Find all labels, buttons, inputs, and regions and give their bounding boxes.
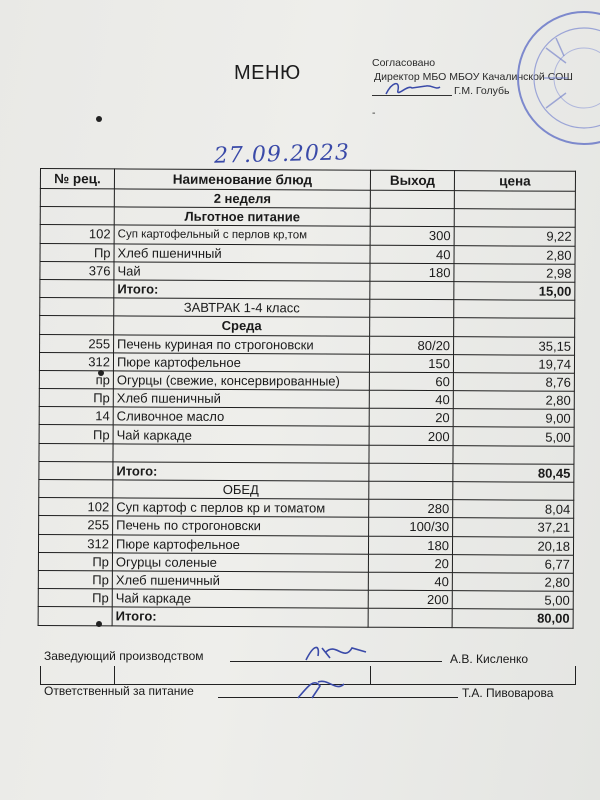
output-cell (369, 481, 453, 500)
handwritten-date: 27.09.2023 (213, 140, 351, 169)
recipe-number-cell: Пр (39, 425, 113, 444)
dish-name-cell: Хлеб пшеничный (113, 389, 369, 409)
price-cell: 5,00 (453, 427, 574, 446)
output-cell: 40 (370, 245, 454, 264)
recipe-number-cell (39, 461, 113, 480)
price-cell: 5,00 (452, 591, 573, 610)
recipe-number-cell (40, 279, 114, 298)
signature-box-divider (114, 666, 115, 684)
output-cell: 100/30 (369, 518, 453, 537)
price-cell (454, 318, 575, 337)
output-cell: 200 (369, 427, 453, 446)
dish-name-cell: Печень по строгоновски (113, 516, 369, 536)
dish-name-cell: Сливочное масло (113, 407, 369, 427)
responsible-label: Ответственный за питание (44, 684, 194, 698)
output-cell (370, 281, 454, 300)
recipe-number-cell (39, 443, 113, 462)
price-cell (454, 209, 575, 228)
output-cell: 150 (369, 354, 453, 373)
recipe-number-cell: 14 (39, 407, 113, 426)
punch-mark (96, 116, 102, 122)
recipe-number-cell: 255 (39, 516, 113, 535)
head-signature-icon (300, 640, 370, 666)
output-cell: 300 (370, 227, 454, 246)
recipe-number-cell (39, 479, 113, 498)
total-price-cell: 80,45 (453, 463, 574, 482)
dish-name-cell: Печень куриная по строгоновски (114, 334, 370, 354)
stamp-icon (506, 8, 600, 148)
output-cell (369, 463, 453, 482)
output-cell: 60 (369, 372, 453, 391)
dish-name-cell: Чай каркаде (113, 425, 369, 445)
output-cell (370, 208, 454, 227)
output-cell (369, 445, 453, 464)
price-cell: 37,21 (453, 518, 574, 537)
approval-director: Директор МБО МБОУ Качалинской СОШ (374, 71, 573, 83)
total-label-cell: Итого: (112, 607, 368, 627)
price-cell: 2,80 (453, 391, 574, 410)
dish-name-cell: Пюре картофельное (112, 534, 368, 554)
output-cell: 200 (368, 590, 452, 609)
approval-agreed: Согласовано (372, 57, 436, 69)
dish-name-cell: Хлеб пшеничный (112, 571, 368, 591)
meal-heading-cell: ЗАВТРАК 1-4 класс (114, 298, 370, 318)
column-header-price: цена (454, 171, 575, 192)
price-cell: 8,04 (453, 500, 574, 519)
price-cell (453, 445, 574, 464)
recipe-number-cell (40, 316, 114, 335)
recipe-number-cell: 255 (40, 334, 114, 353)
section-heading-cell: Среда (114, 316, 370, 336)
dish-name-cell: Суп картоф с перлов кр и томатом (113, 498, 369, 518)
total-price-cell: 15,00 (454, 282, 575, 301)
output-cell (370, 299, 454, 318)
dish-name-cell: Чай (114, 262, 370, 282)
output-cell: 280 (369, 499, 453, 518)
recipe-number-cell: 312 (38, 534, 112, 553)
dish-name-cell: Чай каркаде (112, 589, 368, 609)
output-cell (368, 609, 452, 628)
director-signature-icon (382, 78, 442, 100)
menu-table (38, 168, 576, 628)
dish-name-cell: Огурцы (свежие, консервированные) (113, 371, 369, 391)
output-cell: 40 (369, 390, 453, 409)
recipe-number-cell: Пр (38, 570, 112, 589)
output-cell: 20 (369, 408, 453, 427)
output-cell (370, 190, 454, 209)
recipe-number-cell (40, 189, 114, 208)
recipe-number-cell: Пр (38, 589, 112, 608)
responsible-signature-icon (290, 676, 350, 702)
price-cell: 6,77 (452, 554, 573, 573)
total-price-cell: 80,00 (452, 609, 573, 628)
approval-name: Г.М. Голубь (454, 85, 510, 97)
recipe-number-cell: пр (39, 370, 113, 389)
price-cell (453, 482, 574, 501)
price-cell: 9,00 (453, 409, 574, 428)
output-cell: 80/20 (370, 336, 454, 355)
price-cell: 2,80 (454, 245, 575, 264)
recipe-number-cell: 312 (39, 352, 113, 371)
signature-box-divider (370, 666, 371, 684)
price-cell: 9,22 (454, 227, 575, 246)
section-heading-cell: Льготное питание (114, 207, 370, 227)
output-cell: 180 (368, 536, 452, 555)
recipe-number-cell: Пр (39, 389, 113, 408)
recipe-number-cell: Пр (38, 552, 112, 571)
price-cell: 2,80 (452, 573, 573, 592)
column-header-output: Выход (370, 170, 454, 190)
meal-heading-cell: ОБЕД (113, 480, 369, 500)
price-cell: 19,74 (453, 354, 574, 373)
section-heading-cell: 2 неделя (114, 189, 370, 209)
total-label-cell: Итого: (113, 462, 369, 482)
recipe-number-cell: 102 (39, 498, 113, 517)
price-cell (454, 191, 575, 210)
dish-name-cell: Хлеб пшеничный (114, 243, 370, 263)
output-cell: 20 (368, 554, 452, 573)
approval-dash: - (372, 107, 376, 119)
recipe-number-cell: 102 (40, 225, 114, 244)
recipe-number-cell (38, 607, 112, 626)
table-row (38, 607, 573, 628)
head-of-production-name: А.В. Кисленко (450, 652, 529, 666)
price-cell: 35,15 (454, 336, 575, 355)
column-header-dish: Наименование блюд (114, 169, 370, 190)
output-cell (370, 318, 454, 337)
recipe-number-cell: Пр (40, 243, 114, 262)
dish-name-cell: Суп картофельный с перлов кр,том (114, 225, 370, 245)
price-cell: 20,18 (452, 536, 573, 555)
output-cell: 180 (370, 263, 454, 282)
recipe-number-cell (40, 298, 114, 317)
recipe-number-cell: 376 (40, 261, 114, 280)
total-label-cell: Итого: (114, 280, 370, 300)
table-header-row (40, 169, 575, 192)
output-cell: 40 (368, 572, 452, 591)
price-cell: 8,76 (453, 373, 574, 392)
column-header-recipe: № рец. (40, 169, 114, 189)
page-title: МЕНЮ (234, 62, 301, 84)
dish-name-cell: Огурцы соленые (112, 553, 368, 573)
dish-name-cell: Пюре картофельное (113, 353, 369, 373)
price-cell: 2,98 (454, 263, 575, 282)
price-cell (454, 300, 575, 319)
head-of-production-label: Заведующий производством (44, 649, 204, 663)
dish-name-cell (113, 444, 369, 464)
responsible-name: Т.А. Пивоварова (462, 686, 554, 700)
recipe-number-cell (40, 207, 114, 226)
menu-table-body (38, 189, 575, 628)
